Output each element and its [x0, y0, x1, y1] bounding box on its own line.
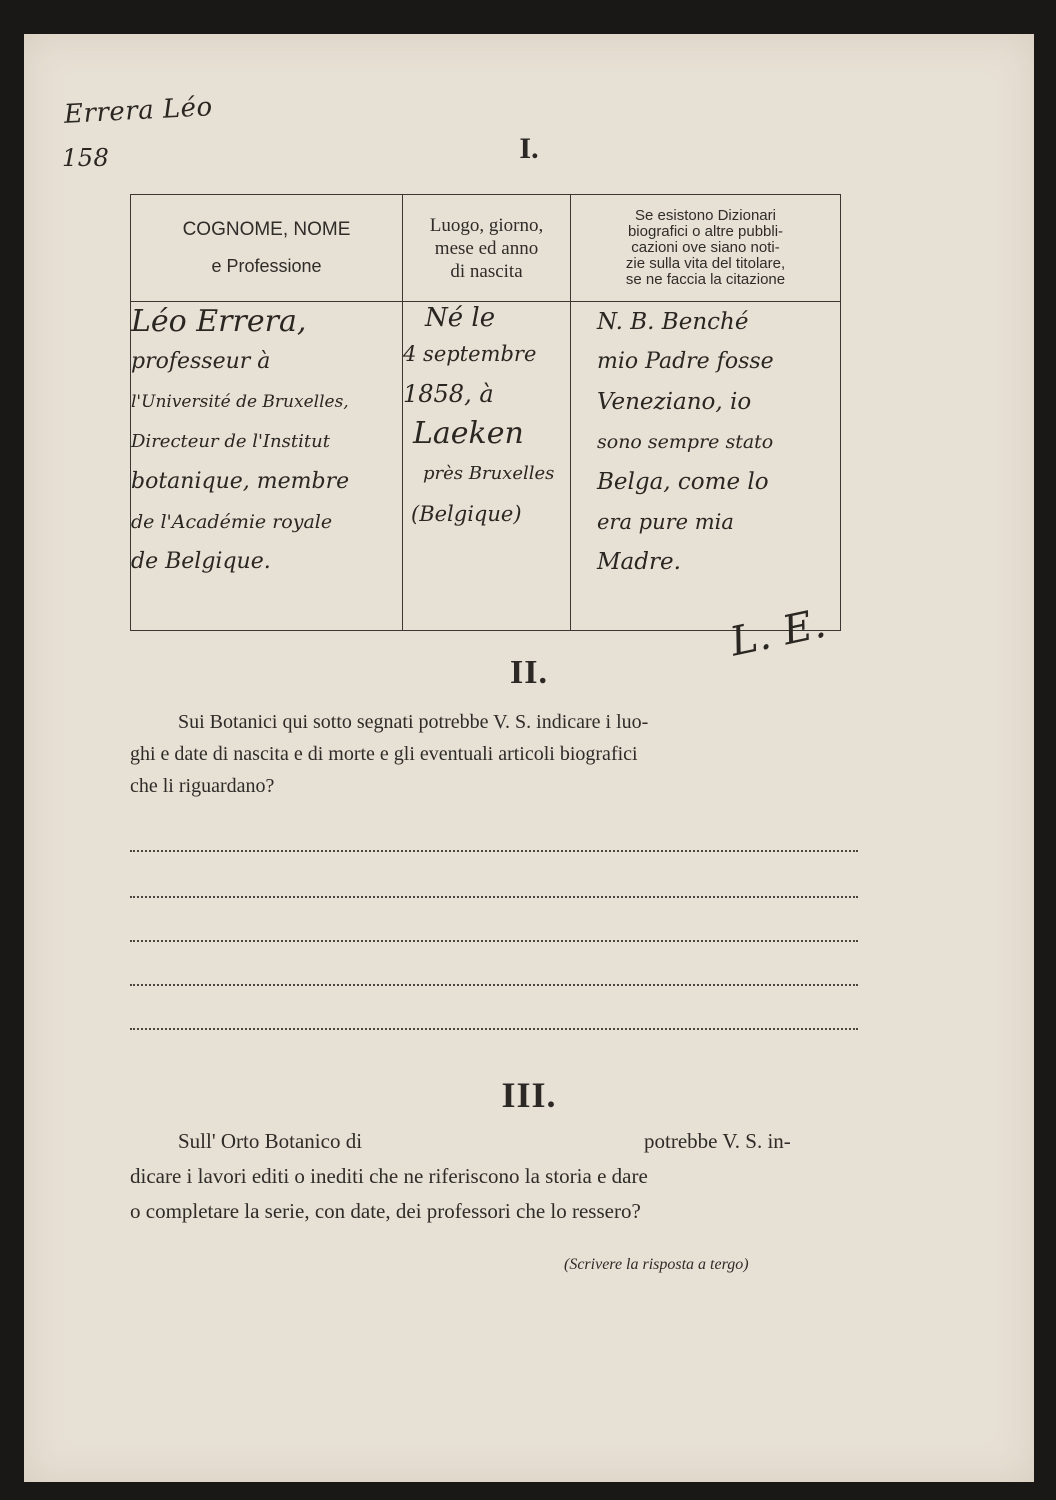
handwritten-line: 1858, à — [403, 380, 494, 408]
section-2-line: che li riguardano? — [130, 775, 275, 797]
handwritten-line: (Belgique) — [411, 502, 522, 526]
handwritten-line: 4 septembre — [403, 342, 537, 366]
cell-name — [131, 302, 403, 631]
section-2-text — [130, 706, 858, 802]
annotation-number: 158 — [62, 144, 110, 172]
handwritten-line: de l'Académie royale — [131, 511, 333, 533]
handwritten-line: era pure mia — [597, 510, 734, 534]
handwritten-line: Né le — [425, 303, 496, 333]
footer-note: (Scrivere la risposta a tergo) — [564, 1256, 749, 1273]
header-name — [131, 195, 403, 302]
header-name-line: e Professione — [211, 256, 322, 276]
section-3-line-end: potrebbe V. S. in- — [644, 1129, 791, 1153]
answer-line[interactable] — [130, 940, 858, 942]
handwritten-line: botanique, membre — [131, 469, 350, 494]
header-dict-line: zie sulla vita del titolare, — [625, 255, 786, 272]
handwritten-line: Madre. — [597, 549, 681, 575]
section-3-line: Sull' Orto Botanico di potrebbe V. S. in- — [130, 1124, 858, 1159]
handwritten-line: l'Université de Bruxelles, — [131, 392, 349, 412]
section-3-line: dicare i lavori editi o inediti che ne riferiscono la storia e dare — [130, 1164, 648, 1188]
header-dict-line: Se esistono Dizionari — [635, 207, 776, 224]
biography-table — [130, 194, 841, 631]
header-birth-line: mese ed anno — [434, 237, 539, 259]
handwritten-line: de Belgique. — [131, 549, 271, 574]
section-2-line: Sui Botanici qui sotto segnati potrebbe V. S. indicare i luo- — [178, 711, 649, 733]
section-2-numeral: II. — [510, 654, 548, 691]
handwritten-line: Belga, come lo — [597, 469, 769, 495]
handwritten-line: N. B. Benché — [597, 309, 749, 335]
header-dictionaries — [571, 195, 841, 302]
handwritten-line: Léo Errera, — [131, 304, 307, 339]
handwritten-line: sono sempre stato — [597, 431, 774, 453]
section-3-numeral: III. — [501, 1075, 557, 1115]
handwritten-line: Directeur de l'Institut — [131, 431, 330, 452]
header-dict-line: cazioni ove siano noti- — [631, 239, 780, 256]
answer-line[interactable] — [130, 896, 858, 898]
annotation-name: Errera Léo — [63, 92, 214, 130]
handwritten-line: Veneziano, io — [597, 389, 752, 415]
header-birth — [403, 195, 571, 302]
handwritten-line: près Bruxelles — [423, 463, 555, 484]
header-birth-line: di nascita — [450, 260, 523, 282]
handwritten-line: professeur à — [131, 349, 271, 374]
signature: L. E. — [726, 600, 831, 666]
form-sheet — [24, 34, 1034, 1482]
header-name-line: COGNOME, NOME — [182, 219, 351, 240]
header-birth-line: Luogo, giorno, — [429, 214, 544, 236]
header-dict-line: se ne faccia la citazione — [625, 271, 786, 288]
section-3-line: o completare la serie, con date, dei professori che lo ressero? — [130, 1199, 641, 1223]
section-2-line: ghi e date di nascita e di morte e gli eventuali articoli biografici — [130, 743, 638, 765]
section-3-text — [130, 1124, 858, 1229]
answer-line[interactable] — [130, 1028, 858, 1030]
answer-line[interactable] — [130, 850, 858, 852]
section-1-numeral: I. — [519, 132, 539, 165]
handwritten-line: Laeken — [413, 416, 524, 451]
handwritten-line: mio Padre fosse — [597, 349, 774, 374]
cell-birth — [403, 302, 571, 631]
header-dict-line: biografici o altre pubbli- — [627, 223, 784, 240]
answer-line[interactable] — [130, 984, 858, 986]
cell-dictionaries — [571, 302, 841, 631]
